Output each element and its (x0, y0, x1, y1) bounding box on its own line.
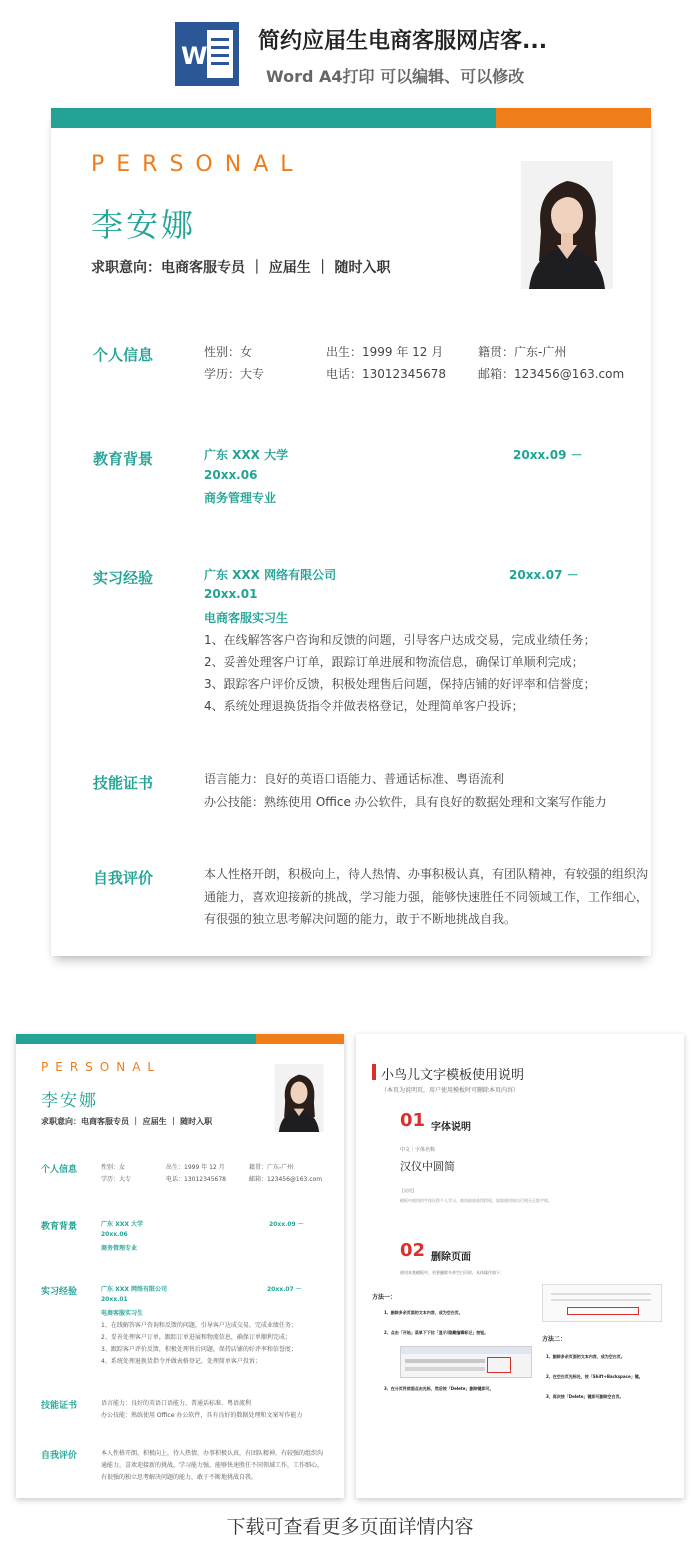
svg-text:W: W (181, 42, 208, 70)
thumb-skill-line: 办公技能：熟练使用 Office 办公软件，具有良好的数据处理和文案写作能力 (101, 1412, 303, 1419)
thumb-section-education: 教育背景 (41, 1222, 78, 1232)
guide-m2-step: 1、删除多余页面的文本内容，成为空白页。 (546, 1354, 625, 1359)
thumb-edu-date-start: 20xx.09 － (269, 1221, 304, 1228)
info-degree: 学历：大专 (204, 367, 265, 381)
thumb-edu-school: 广东 XXX 大学 (101, 1221, 144, 1228)
thumb-info-phone: 电话：13012345678 (166, 1176, 226, 1183)
thumb-bar-teal (16, 1034, 256, 1044)
thumb-eval-line: 本人性格开朗，积极向上，待人热情、办事积极认真，有团队精神，有较强的组织沟 (101, 1450, 324, 1457)
ribbon-tabs (401, 1347, 531, 1354)
thumb-photo (274, 1064, 324, 1132)
section-title-experience: 实习经验 (93, 569, 154, 587)
eval-line: 本人性格开朗，积极向上，待人热情、办事积极认真，有团队精神，有较强的组织沟 (204, 867, 649, 881)
guide-sec1-title: 字体说明 (431, 1122, 471, 1133)
thumb-info-birth: 出生：1999 年 12 月 (166, 1164, 225, 1171)
section-title-info: 个人信息 (93, 346, 154, 364)
thumb-exp-item: 4、系统处理退换货指令并做表格登记，处理简单客户投诉； (101, 1358, 261, 1365)
exp-date-start: 20xx.07 － (509, 568, 579, 582)
section-title-skills: 技能证书 (93, 774, 154, 792)
page-preview-box (542, 1284, 662, 1322)
info-email: 邮箱：123456@163.com (478, 367, 625, 381)
thumb-bar-orange (256, 1034, 344, 1044)
guide-sec2-intro: 使用本套模板中，若要删除多余空白页时，具体操作如下： (400, 1270, 504, 1275)
ribbon-screenshot (400, 1346, 532, 1378)
footer-caption: 下载可查看更多页面详情内容 (226, 1516, 474, 1538)
guide-m1-step: 2、点击「开始」菜单下下拉「显示/隐藏编辑标记」按钮。 (384, 1330, 489, 1335)
skill-line: 办公技能：熟练使用 Office 办公软件，具有良好的数据处理和文案写作能力 (204, 795, 607, 809)
thumb-edu-major: 商务管理专业 (101, 1245, 138, 1252)
thumb-exp-date-start: 20xx.07 － (267, 1286, 302, 1293)
page-subtitle: Word A4打印 可以编辑、可以修改 (266, 67, 525, 86)
thumb-exp-item: 1、在线解答客户咨询和反馈的问题，引导客户达成交易，完成业绩任务； (101, 1322, 297, 1329)
guide-m2-step: 3、再次按「Delete」键即可删除空白页。 (546, 1394, 624, 1399)
resume-page (51, 108, 651, 956)
thumb-section-skills: 技能证书 (41, 1401, 78, 1411)
candidate-name: 李安娜 (91, 206, 197, 244)
skill-line: 语言能力：良好的英语口语能力、普通话标准、粤语流利 (204, 772, 505, 786)
exp-item: 4、系统处理退换货指令并做表格登记，处理简单客户投诉； (204, 699, 524, 713)
thumb-section-evaluation: 自我评价 (41, 1451, 78, 1461)
guide-sec2-number: 02 (400, 1240, 426, 1261)
info-gender: 性别：女 (204, 345, 253, 359)
exp-item: 3、跟踪客户评价反馈，积极处理售后问题，保持店铺的好评率和信誉度； (204, 677, 596, 691)
word-icon (175, 22, 239, 86)
guide-sec1-tip-label: 【说明】 (400, 1188, 416, 1193)
thumb-intent: 求职意向：电商客服专员 ｜ 应届生 ｜ 随时入职 (41, 1117, 213, 1126)
guide-sec1-number: 01 (400, 1110, 426, 1131)
edu-school: 广东 XXX 大学 (204, 448, 289, 462)
thumb-info-degree: 学历：大专 (101, 1176, 132, 1183)
guide-font-label: 中文｜字体名称 (400, 1147, 436, 1153)
edu-date-start: 20xx.09 － (513, 448, 583, 462)
guide-thumbnail[interactable] (356, 1034, 684, 1498)
thumb-skill-line: 语言能力：良好的英语口语能力、普通话标准、粤语流利 (101, 1400, 252, 1407)
exp-item: 1、在线解答客户咨询和反馈的问题，引导客户达成交易，完成业绩任务； (204, 633, 596, 647)
profile-photo (521, 161, 613, 289)
guide-title-marker (372, 1064, 376, 1080)
thumb-name: 李安娜 (41, 1091, 98, 1111)
thumb-exp-item: 2、妥善处理客户订单，跟踪订单进展和物流信息，确保订单顺利完成； (101, 1334, 291, 1341)
exp-item: 2、妥善处理客户订单，跟踪订单进展和物流信息，确保订单顺利完成； (204, 655, 584, 669)
highlight-box (487, 1357, 511, 1373)
eval-line: 通能力，喜欢迎接新的挑战，学习能力强，能够快速胜任不同领域工作，工作细心， (204, 890, 649, 904)
guide-title: 小鸟儿文字模板使用说明 (381, 1068, 525, 1083)
info-birth: 出生：1999 年 12 月 (326, 345, 444, 359)
guide-note: （本页为说明页，用户使用模板时可删除本页内容） (381, 1087, 520, 1094)
section-title-evaluation: 自我评价 (93, 869, 154, 887)
top-bar-teal (51, 108, 496, 128)
guide-m2-step: 2、在空白页光标处，按「Shift+Backspace」键。 (546, 1374, 643, 1379)
guide-method1: 方法一： (372, 1294, 397, 1301)
eval-line: 有很强的独立思考解决问题的能力，敢于不断地挑战自我。 (204, 912, 517, 926)
edu-major: 商务管理专业 (204, 491, 277, 505)
thumb-edu-date-end: 20xx.06 (101, 1231, 128, 1238)
guide-m1-step: 1、删除多余页面的文本内容，成为空白页。 (384, 1310, 463, 1315)
section-title-education: 教育背景 (93, 450, 154, 468)
thumb-section-experience: 实习经验 (41, 1287, 78, 1297)
guide-sec2-title: 删除页面 (431, 1252, 471, 1263)
exp-date-end: 20xx.01 (204, 587, 258, 601)
guide-m1-step: 3、在分页符前面点击光标，然后按「Delete」删除键即可。 (384, 1386, 494, 1391)
top-bar-orange (496, 108, 651, 128)
thumb-exp-role: 电商客服实习生 (101, 1310, 144, 1317)
thumb-section-info: 个人信息 (41, 1165, 78, 1175)
resume-thumbnail[interactable] (16, 1034, 344, 1498)
preview-highlight (567, 1307, 639, 1315)
thumb-info-origin: 籍贯：广东-广州 (249, 1164, 294, 1171)
preview-line (551, 1299, 651, 1301)
guide-font-name: 汉仪中圆简 (400, 1160, 455, 1173)
info-phone: 电话：13012345678 (326, 367, 446, 381)
info-origin: 籍贯：广东-广州 (478, 345, 567, 359)
thumb-eval-line: 有很强的独立思考解决问题的能力，敢于不断地挑战自我。 (101, 1474, 258, 1481)
thumb-exp-item: 3、跟踪客户评价反馈，积极处理售后问题，保持店铺的好评率和信誉度； (101, 1346, 297, 1353)
preview-line (551, 1293, 651, 1295)
thumb-info-email: 邮箱：123456@163.com (249, 1176, 323, 1183)
thumb-info-gender: 性别：女 (101, 1164, 126, 1171)
exp-company: 广东 XXX 网络有限公司 (204, 568, 337, 582)
thumb-exp-company: 广东 XXX 网络有限公司 (101, 1286, 168, 1293)
guide-sec1-tip: 模板中使用的字体仅供个人学习，商用前请获得授权，如需使用请自行购买正版字体。 (400, 1198, 552, 1203)
ribbon-tools (405, 1367, 485, 1371)
thumb-exp-date-end: 20xx.01 (101, 1296, 128, 1303)
ribbon-tools (405, 1359, 485, 1363)
guide-method2: 方法二： (542, 1336, 567, 1343)
exp-role: 电商客服实习生 (204, 611, 289, 625)
thumb-personal-label: PERSONAL (41, 1060, 162, 1074)
personal-label: PERSONAL (91, 152, 305, 177)
thumb-eval-line: 通能力，喜欢迎接新的挑战，学习能力强，能够快速胜任不同领域工作，工作细心， (101, 1462, 324, 1469)
job-intent: 求职意向：电商客服专员 ｜ 应届生 ｜ 随时入职 (91, 260, 391, 276)
page-title: 简约应届生电商客服网店客... (258, 29, 548, 54)
edu-date-end: 20xx.06 (204, 468, 258, 482)
